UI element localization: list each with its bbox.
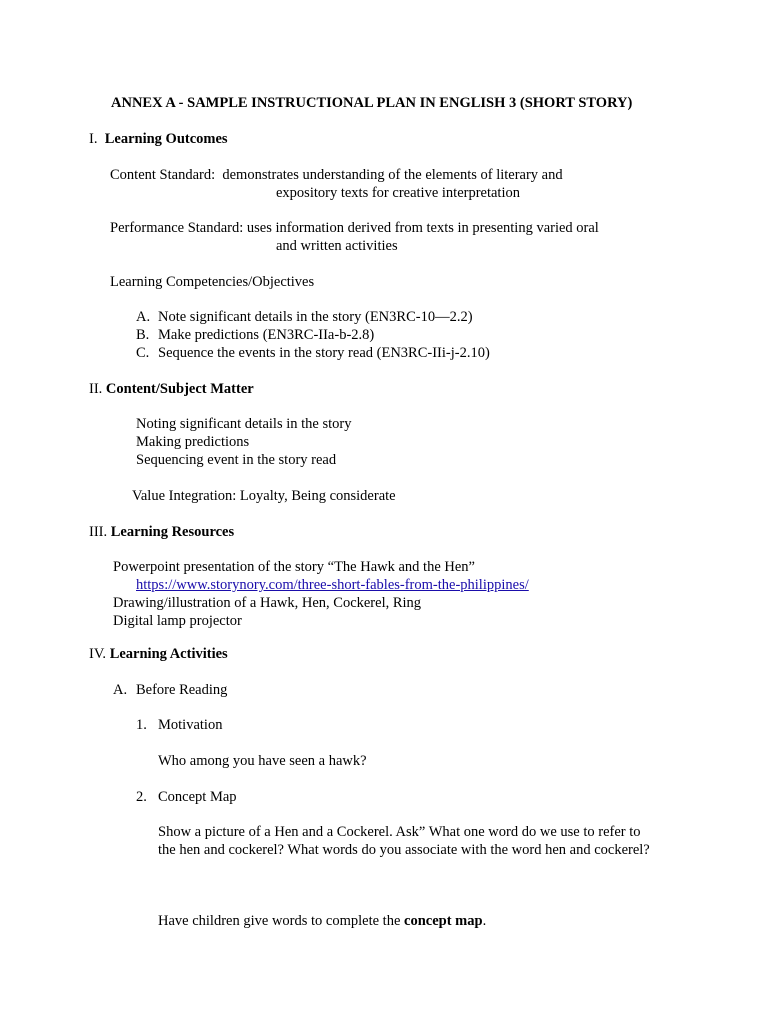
concept-map-emphasis: concept map	[404, 913, 483, 929]
subject-matter-item: Sequencing event in the story read	[136, 452, 337, 468]
resource-projector: Digital lamp projector	[113, 613, 242, 629]
resource-drawing: Drawing/illustration of a Hawk, Hen, Cockerel, Ring	[113, 595, 422, 611]
before-reading-heading	[113, 681, 227, 699]
section-3-heading: Learning Resources	[110, 524, 235, 540]
objective-letter: A.	[136, 309, 151, 325]
objective-letter: C.	[136, 345, 150, 361]
objective-text: Make predictions (EN3RC-IIa-b-2.8)	[158, 327, 375, 343]
objective-text: Note significant details in the story (EN3RC-10—2.2)	[158, 309, 473, 325]
concept-map-final-instruction	[158, 912, 486, 930]
motivation-number: 1.	[136, 717, 147, 733]
content-standard-continued: expository texts for creative interpretation	[276, 185, 520, 201]
section-1-header	[89, 130, 228, 148]
performance-standard-label: Performance Standard:	[110, 220, 244, 236]
performance-standard-text: uses information derived from texts in presenting varied oral	[246, 220, 599, 236]
concept-map-instruction-line1: Show a picture of a Hen and a Cockerel. Ask” What one word do we use to refer to	[158, 824, 641, 840]
subject-matter-item: Noting significant details in the story	[136, 416, 352, 432]
performance-standard-continued: and written activities	[276, 238, 398, 254]
objective-item	[136, 344, 490, 362]
content-standard-text: demonstrates understanding of the elements of literary and	[222, 167, 563, 183]
before-reading-letter: A.	[113, 682, 128, 698]
competencies-heading: Learning Competencies/Objectives	[110, 274, 315, 290]
motivation-title: Motivation	[158, 717, 223, 733]
concept-map-title: Concept Map	[158, 789, 237, 805]
motivation-step	[136, 716, 222, 734]
section-3-numeral: III.	[89, 524, 108, 540]
section-4-heading: Learning Activities	[109, 646, 228, 662]
section-2-header	[89, 380, 254, 398]
final-instruction-text: Have children give words to complete the	[158, 913, 405, 929]
concept-map-step	[136, 788, 237, 806]
motivation-question: Who among you have seen a hawk?	[158, 753, 367, 769]
objective-letter: B.	[136, 327, 150, 343]
content-standard-label: Content Standard:	[110, 167, 216, 183]
resource-powerpoint: Powerpoint presentation of the story “The Hawk and the Hen”	[113, 559, 475, 575]
page-title: ANNEX A - SAMPLE INSTRUCTIONAL PLAN IN ENGLISH 3 (SHORT STORY)	[111, 95, 633, 111]
final-instruction-period: .	[482, 913, 487, 929]
section-3-header	[89, 523, 234, 541]
section-1-heading: Learning Outcomes	[104, 131, 228, 147]
objective-text: Sequence the events in the story read (EN3RC-IIi-j-2.10)	[158, 345, 490, 361]
section-4-numeral: IV.	[89, 646, 107, 662]
section-2-numeral: II.	[89, 381, 103, 397]
section-2-heading: Content/Subject Matter	[105, 381, 254, 397]
performance-standard	[110, 219, 599, 237]
subject-matter-item: Making predictions	[136, 434, 250, 450]
content-standard	[110, 166, 563, 184]
before-reading-title: Before Reading	[136, 682, 228, 698]
concept-map-instruction-line2: the hen and cockerel? What words do you associate with the word hen and cockerel?	[158, 842, 650, 858]
concept-map-number: 2.	[136, 789, 147, 805]
section-1-numeral: I.	[89, 131, 98, 147]
objective-item	[136, 326, 374, 344]
story-link[interactable]: https://www.storynory.com/three-short-fables-from-the-philippines/	[136, 577, 529, 593]
objective-item	[136, 308, 473, 326]
section-4-header	[89, 645, 228, 663]
value-integration: Value Integration: Loyalty, Being considerate	[132, 488, 396, 504]
